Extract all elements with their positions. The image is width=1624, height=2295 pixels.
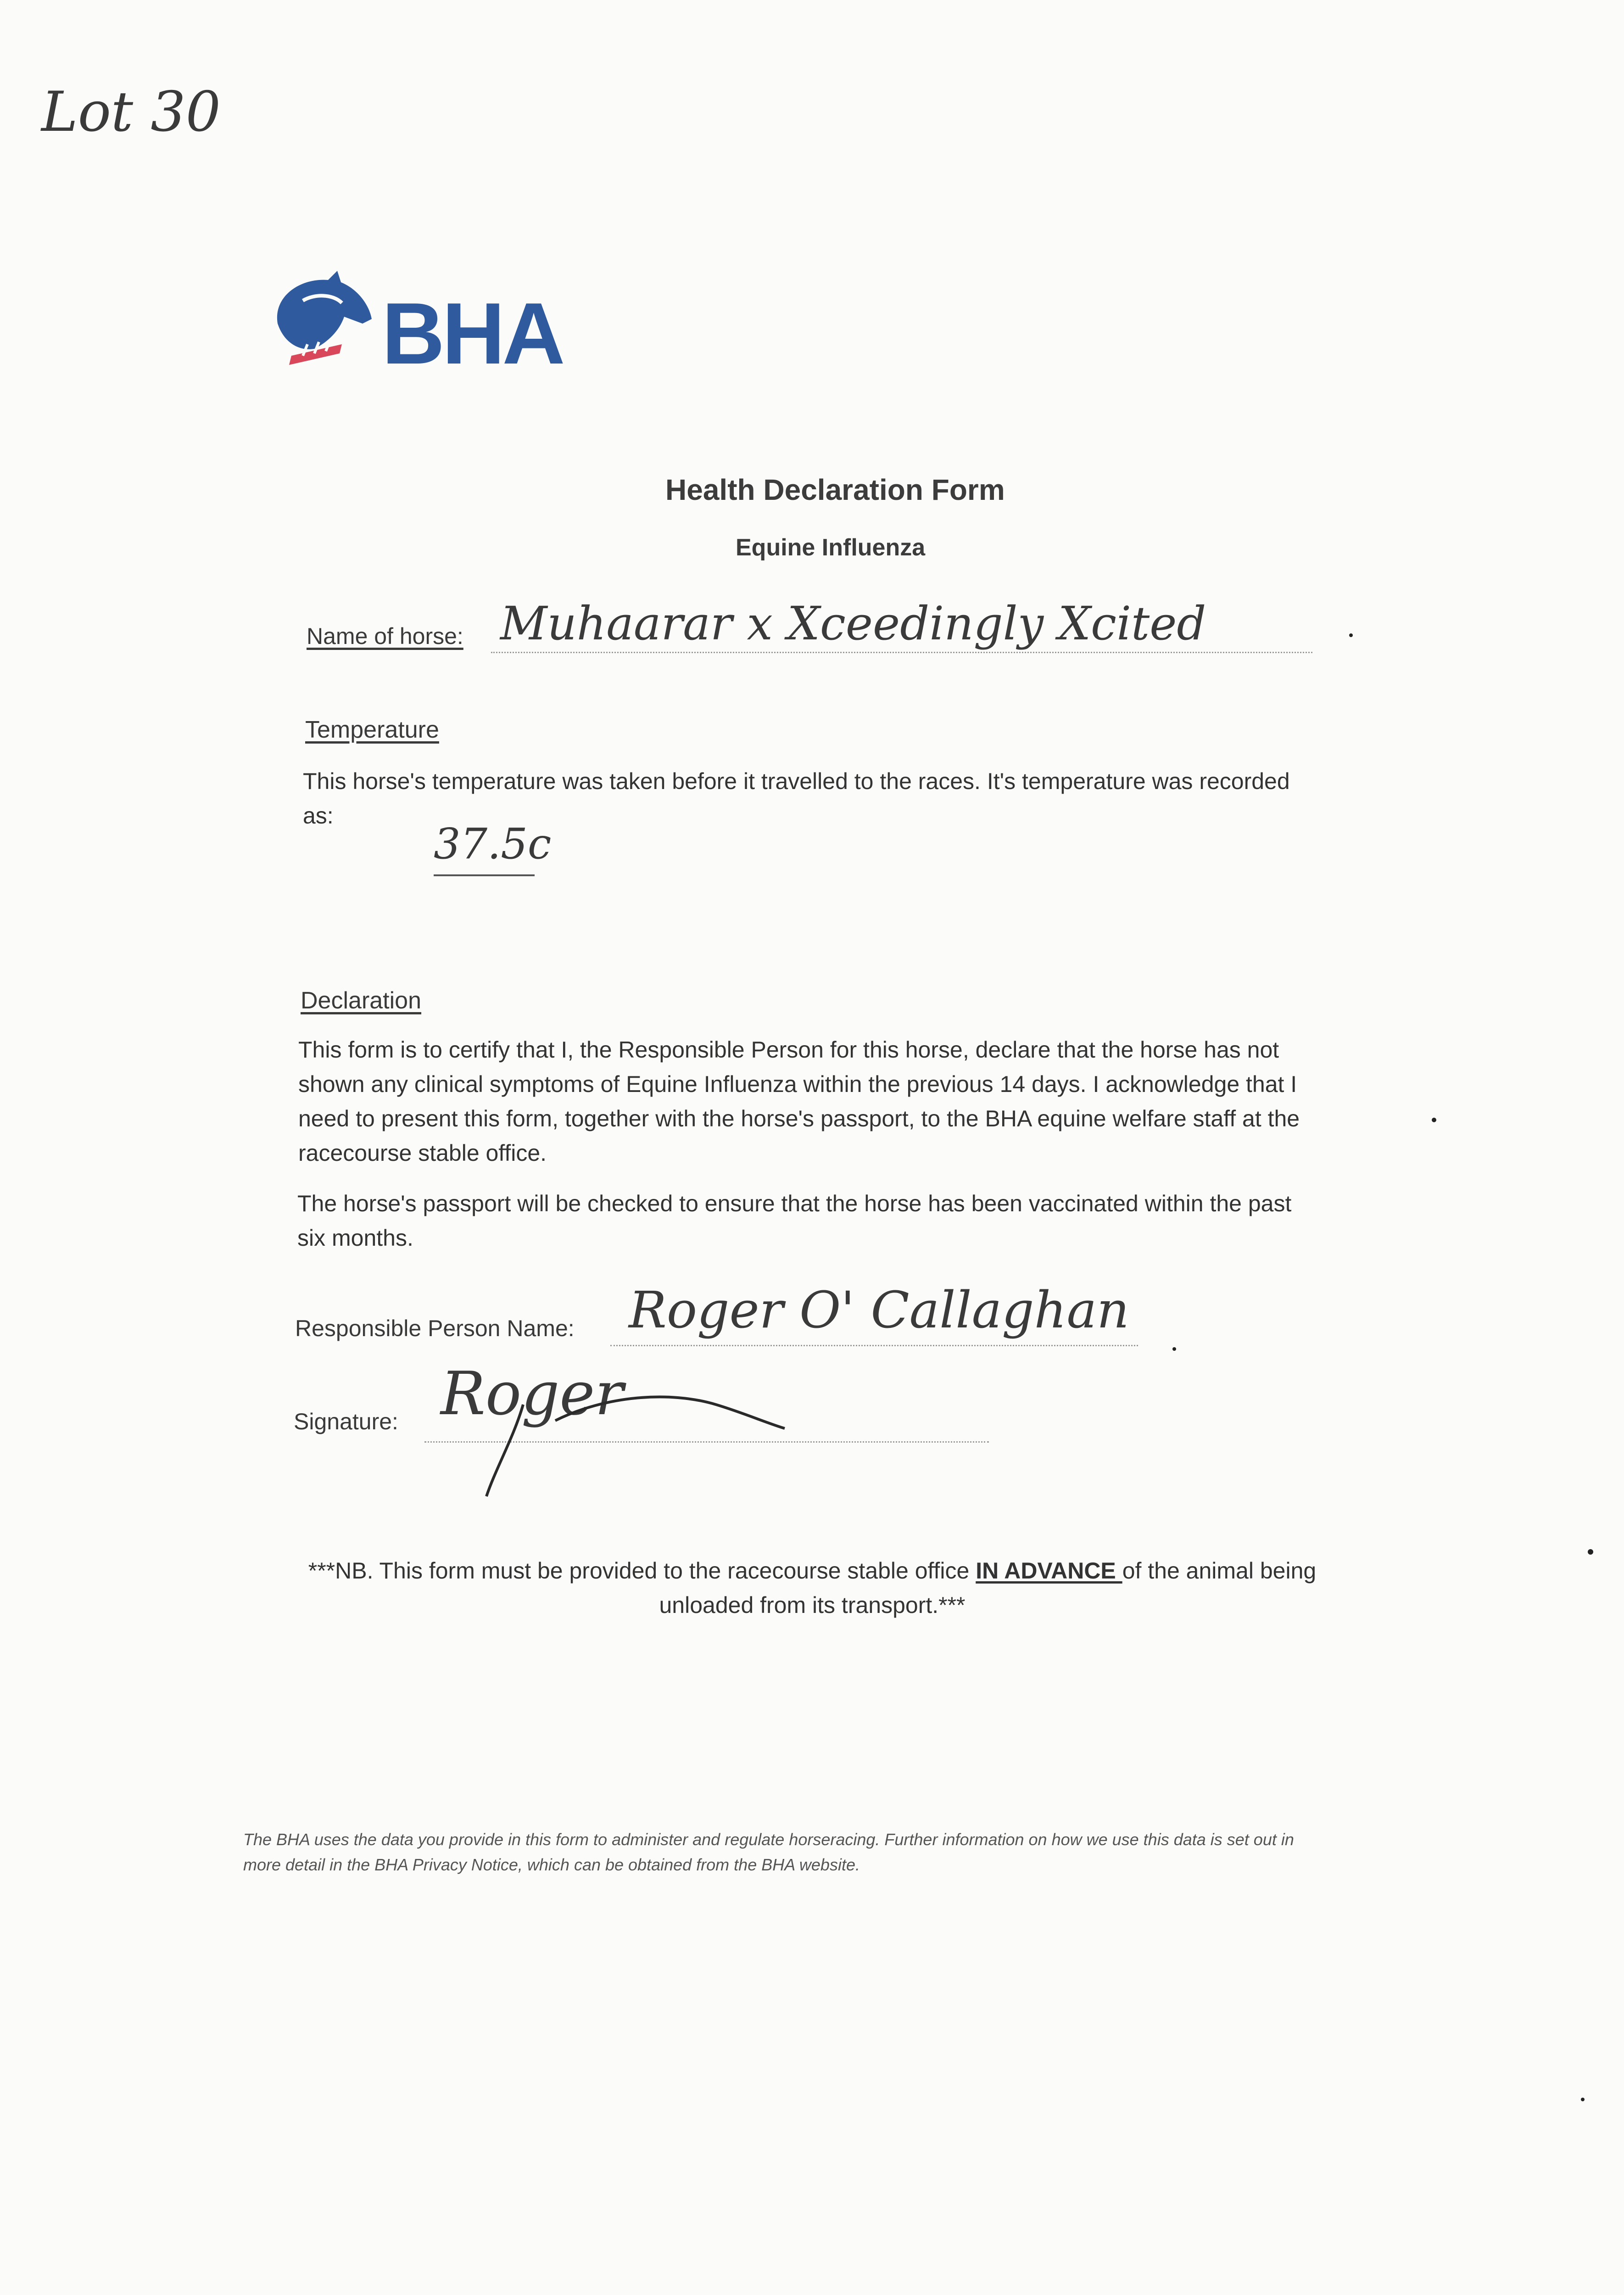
temperature-value: 37.5c <box>434 819 552 868</box>
scan-speck <box>1588 1549 1593 1555</box>
declaration-paragraph-2: The horse's passport will be checked to ensure that the horse has been vaccinated within the past six months. <box>297 1191 1292 1251</box>
horse-name-value: Muhaarar x Xceedingly Xcited <box>500 597 1206 650</box>
horse-name-label: Name of horse: <box>307 623 463 649</box>
temperature-heading: Temperature <box>305 716 439 743</box>
signature-flourish-icon <box>551 1377 789 1437</box>
bha-horse-logo-icon <box>259 269 379 374</box>
bha-logo-text: BHA <box>382 285 563 382</box>
nb-notice-prefix: ***NB. This form must be provided to the racecourse stable office <box>308 1558 976 1584</box>
signature-label: Signature: <box>294 1409 398 1434</box>
declaration-paragraph-1: This form is to certify that I, the Responsible Person for this horse, declare that the horse has not shown any clinical symptoms of Equine Influenza within the previous 14 days. I acknowledge that I need to present this form, together with the horse's passport, to the BHA equine welfare staff at the racecourse stable office. <box>298 1037 1300 1166</box>
form-subtitle: Equine Influenza <box>736 534 926 561</box>
privacy-footer: The BHA uses the data you provide in this form to administer and regulate horseracing. Further information on how we use this data is set out in more detail in the BHA Privacy Notice, which can be obtained from the BHA website. <box>243 1830 1294 1874</box>
scan-speck <box>1172 1347 1176 1351</box>
nb-notice-emphasis: IN ADVANCE <box>976 1558 1122 1584</box>
responsible-name-value: Roger O' Callaghan <box>629 1281 1129 1339</box>
temperature-underline <box>434 874 535 876</box>
lot-annotation: Lot 30 <box>41 80 221 144</box>
nb-notice <box>294 1554 1331 1623</box>
signature-value: Roger <box>441 1359 624 1428</box>
declaration-heading: Declaration <box>301 987 422 1014</box>
scan-speck <box>1581 2098 1585 2101</box>
scan-speck <box>1432 1118 1436 1122</box>
responsible-name-line <box>610 1345 1138 1346</box>
scan-speck <box>1349 633 1353 637</box>
nb-notice-suffix: of the animal being unloaded from its transport.*** <box>659 1558 1317 1618</box>
temperature-text: This horse's temperature was taken before it travelled to the races. It's temperature was recorded as: <box>303 768 1290 828</box>
form-title: Health Declaration Form <box>665 473 1005 506</box>
responsible-name-label: Responsible Person Name: <box>295 1315 575 1341</box>
horse-name-line <box>491 652 1312 653</box>
signature-descender-icon <box>477 1400 532 1501</box>
